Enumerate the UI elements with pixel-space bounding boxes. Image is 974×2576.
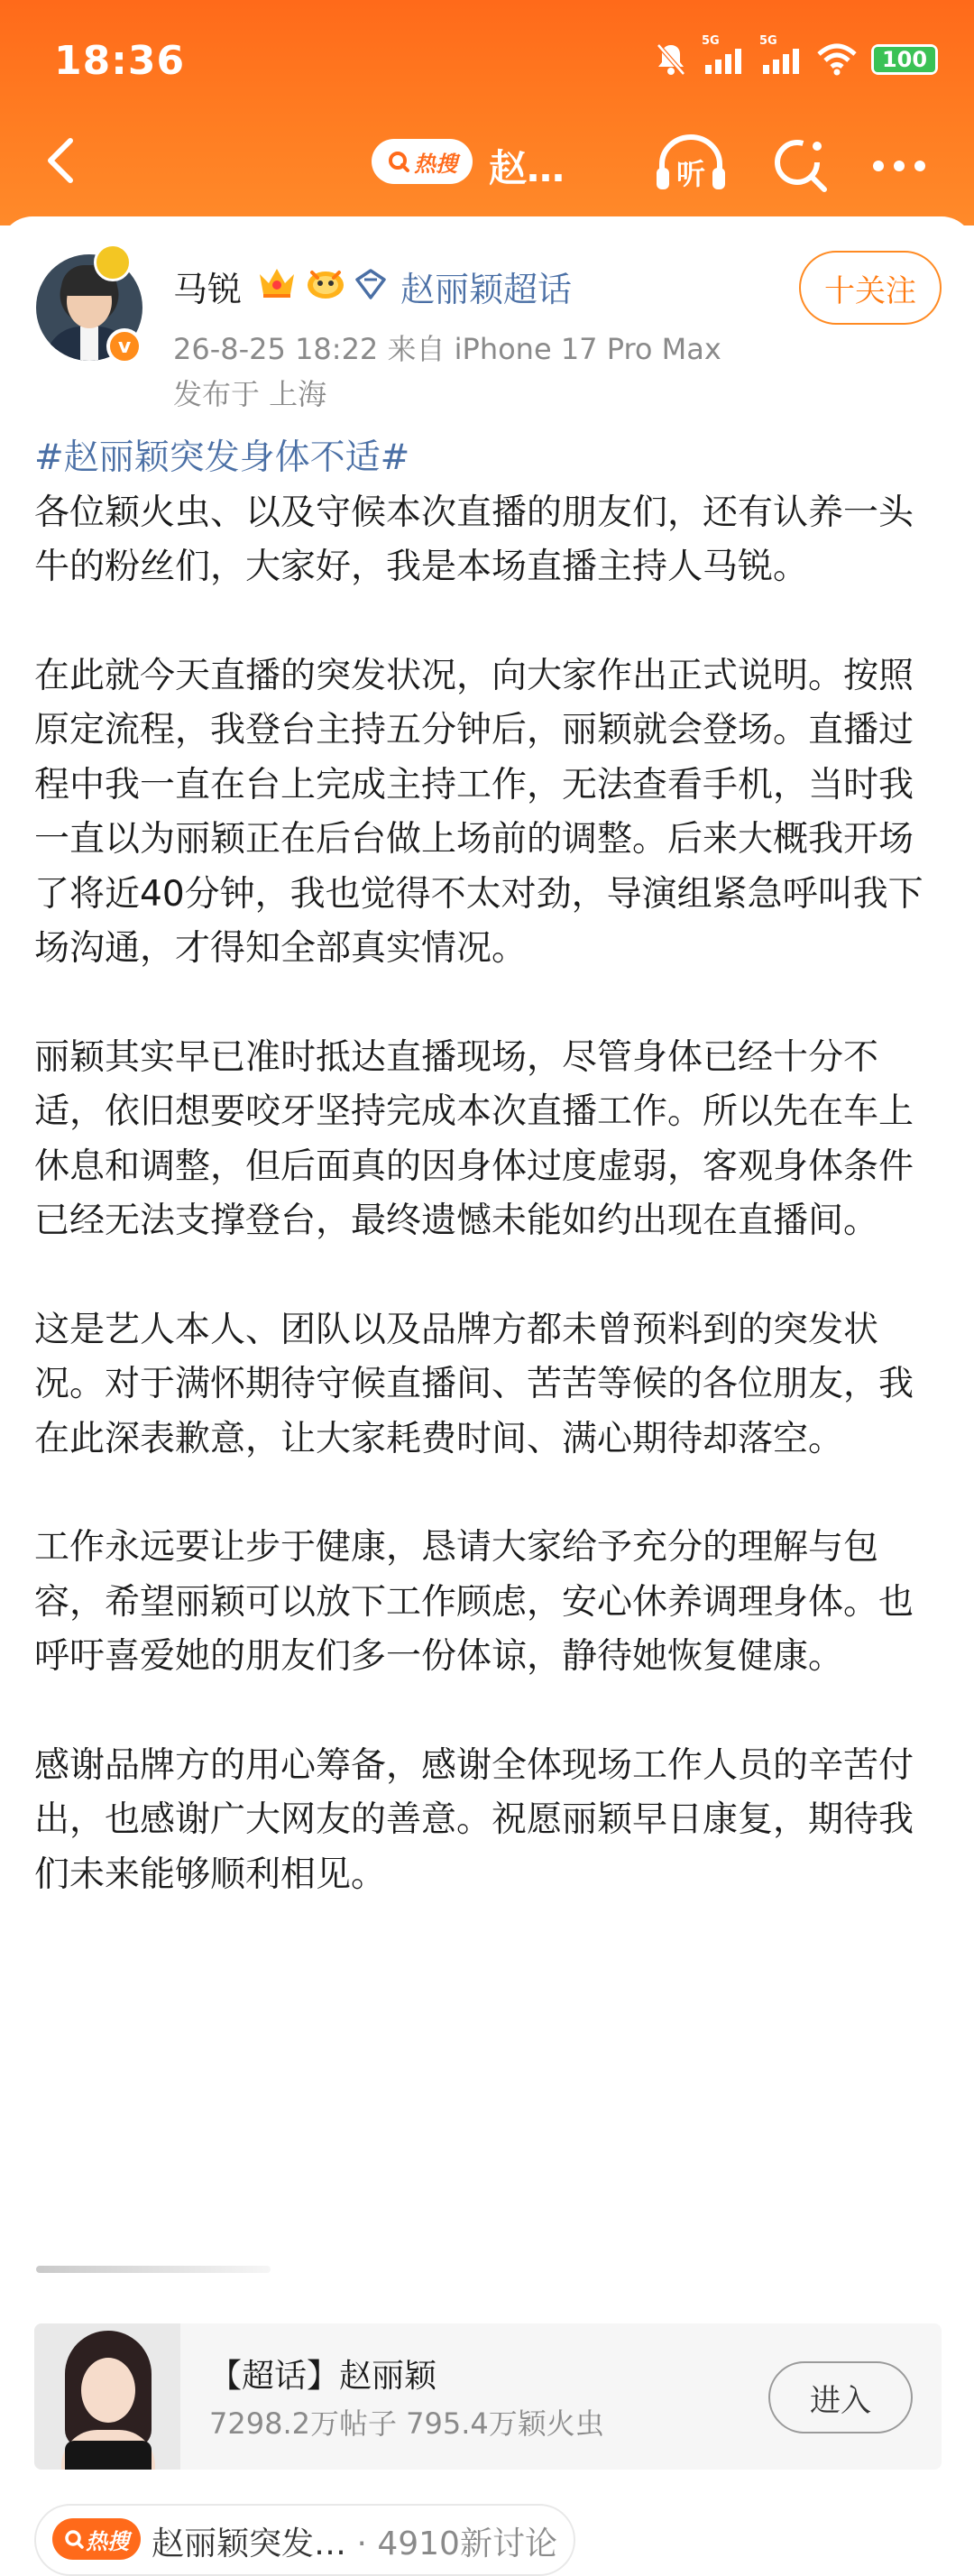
discussion-count: · 4910新讨论 [346,2525,557,2562]
super-topic-icon [354,267,388,301]
back-chevron-icon[interactable] [36,133,90,188]
status-icons [655,34,938,78]
crown-badge-icon [256,262,298,301]
hot-search-title[interactable]: 赵… [489,146,565,190]
paragraph-4: 这是艺人本人、团队以及品牌方都未曾预料到的突发状况。对于满怀期待守候直播间、苦苦等候的各位朋友，我在此深表歉意，让大家耗费时间、满心期待却落空。 [34,1309,914,1459]
topic-thumbnail [34,2323,180,2470]
paragraph-2: 在此就今天直播的突发状况，向大家作出正式说明。按照原定流程，我登台主持五分钟后，丽颖就会登场。直播过程中我一直在台上完成主持工作，无法查看手机，当时我一直以为丽颖正在后台做上场前的调整。后来大概我开场了将近40分钟，我也觉得不太对劲，导演组紧急呼叫我下场沟通，才得知全部真实情况。 [34,655,923,969]
battery-icon: 100 [871,44,938,75]
hot-search-bottom-link[interactable] [34,2504,575,2576]
post-meta: 26-8-25 18:22 来自 iPhone 17 Pro Max [173,332,721,366]
paragraph-1: 各位颖火虫、以及守候本次直播的朋友们，还有认养一头牛的粉丝们，大家好，我是本场直播主持人马锐。 [34,492,914,587]
paragraph-5: 工作永远要让步于健康，恳请大家给予充分的理解与包容，希望丽颖可以放下工作顾虑，安心休养调理身体。也呼吁喜爱她的朋友们多一份体谅，静待她恢复健康。 [34,1527,914,1677]
medal-badge-icon [94,244,132,281]
signal-5g-icon: 5G [702,43,745,76]
paragraph-3: 丽颖其实早已准时抵达直播现场，尽管身体已经十分不适，依旧想要咬牙坚持完成本次直播工作。所以先在车上休息和调整，但后面真的因身体过度虚弱，客观身体条件已经无法支撑登台，最终遗憾未能如约出现在直播间。 [34,1036,914,1241]
search-q-icon [64,2529,84,2549]
listen-label: 听 [675,157,706,191]
divider [36,2266,271,2273]
pet-badge-icon [303,262,348,301]
post-body [34,431,945,1902]
hot-search-badge[interactable] [372,139,473,184]
enter-button[interactable]: 进入 [768,2361,913,2433]
top-nav [0,117,974,207]
post-location: 发布于 上海 [173,377,327,411]
super-topic-card[interactable] [34,2323,942,2470]
hashtag-link[interactable]: #赵丽颖突发身体不适# [34,437,410,478]
search-refresh-icon[interactable] [768,133,832,197]
headphones-listen-icon[interactable] [655,133,718,197]
topic-stats: 7298.2万帖子 795.4万颖火虫 [209,2406,604,2441]
super-topic-link[interactable]: 赵丽颖超话 [400,270,573,309]
bottom-hot-badge: 热搜 [52,2518,141,2560]
mute-bell-icon [655,41,687,78]
signal-5g-icon-2: 5G [759,43,803,76]
hot-search-label: 热搜 [414,151,457,177]
bottom-topic-text: 赵丽颖突发… · 4910新讨论 [152,2525,557,2562]
topic-title: 【超话】赵丽颖 [209,2358,437,2395]
more-dots-icon[interactable] [868,133,931,197]
follow-button[interactable]: 十关注 [799,251,942,325]
paragraph-6: 感谢品牌方的用心筹备，感谢全体现场工作人员的辛苦付出，也感谢广大网友的善意。祝愿丽颖早日康复，期待我们未来能够顺利相见。 [34,1744,914,1895]
verified-v-icon: v [106,328,142,364]
status-time: 18:36 [54,38,186,84]
author-name[interactable]: 马锐 [173,270,243,309]
card-top-edge [0,216,974,253]
wifi-icon [817,43,857,76]
status-bar [0,0,974,126]
search-q-icon [387,150,410,173]
